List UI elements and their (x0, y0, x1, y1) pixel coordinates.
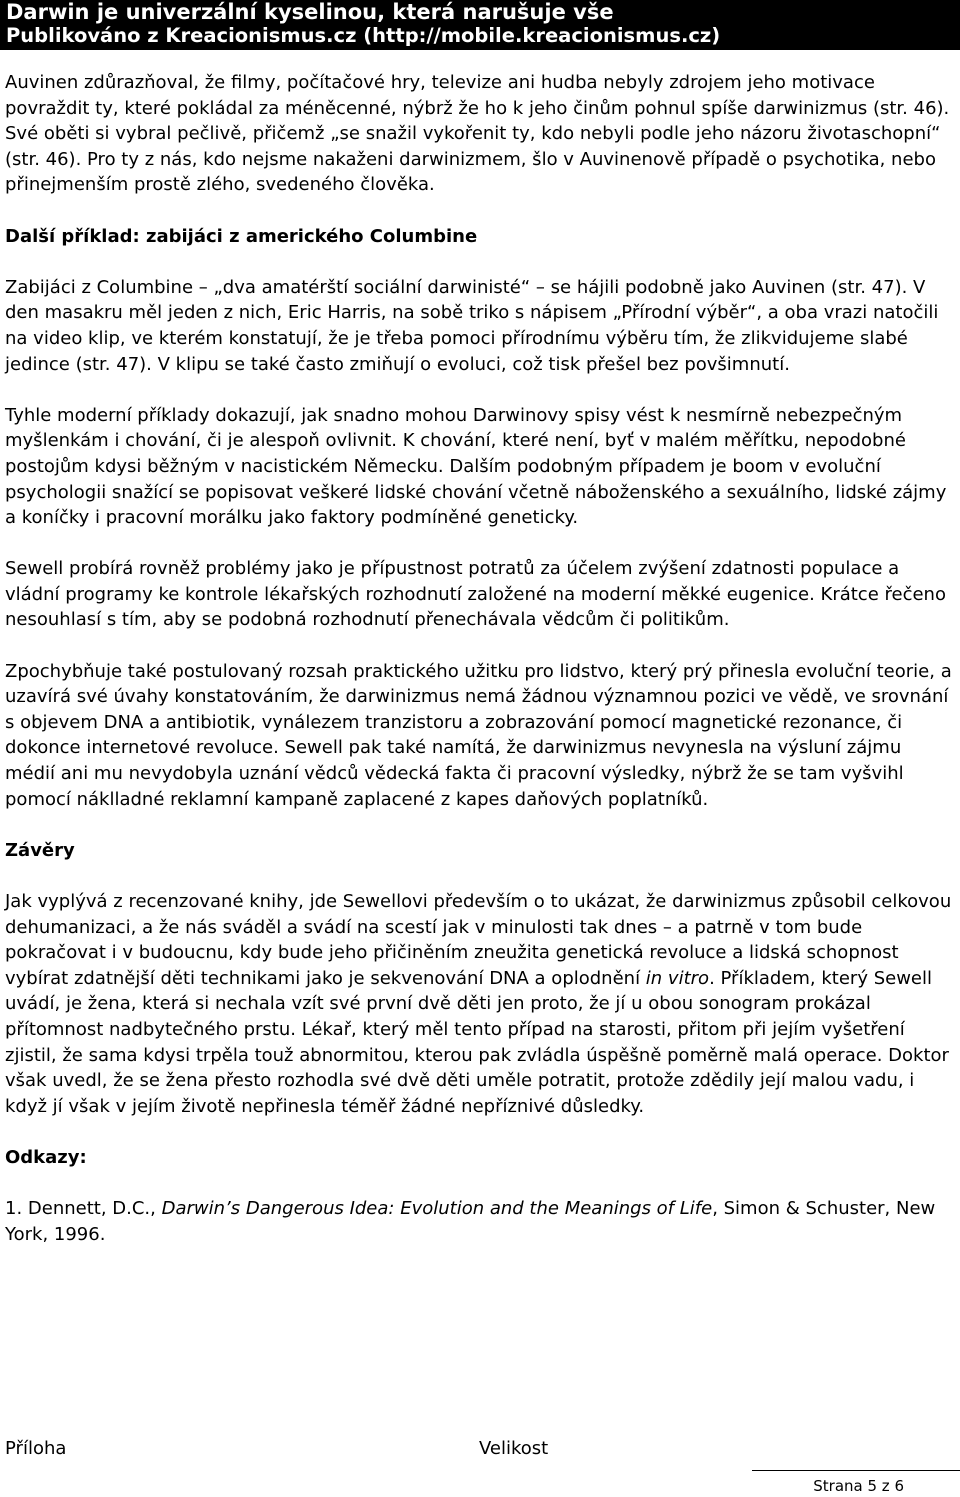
paragraph-auvinen: Auvinen zdůrazňoval, že filmy, počítačové hry, televize ani hudba nebyly zdrojem jeho motivace povraždit ty, které pokládal za méněcenné, nýbrž že ho k jeho činům pohnul spíše darwinizmus (str. 46). Své oběti si vybral pečlivě, přičemž „se snažil vykořenit ty, kdo nebyli podle jeho názoru životaschopní“ (str. 46). Pro ty z nás, kdo nejsme nakaženi darwinizmem, šlo v Auvinenově případě o psychotika, nebo přinejmenším prostě zlého, svedeného člověka. (5, 72, 950, 196)
footer-divider (752, 1470, 960, 1471)
article-title: Darwin je univerzální kyselinou, která narušuje vše (6, 0, 614, 24)
reference-book-title: Darwin’s Dangerous Idea: Evolution and the Meanings of Life (161, 1198, 713, 1220)
reference-item (5, 1196, 953, 1247)
heading-columbine: Další příklad: zabijáci z amerického Columbine (5, 225, 478, 247)
published-source: Publikováno z Kreacionismus.cz (http://mobile.kreacionismus.cz) (6, 24, 721, 47)
attachment-column-label: Příloha (5, 1438, 67, 1459)
conclusions-text-a: Jak vyplývá z recenzované knihy, jde Sewellovi především o to ukázat, že darwinizmus způsobil celkovou dehumanizaci, a že nás sváděl a svádí na scestí jak v minulosti tak dnes – a patrně v tom bude pokračovat i v budoucnu, kdy bude jeho přičiněním zneužita genetická revoluce a lidská schopnost vybírat zdatnější děti technikami jako je sekvenování DNA a oplodnění (5, 891, 952, 989)
heading-conclusions: Závěry (5, 839, 75, 861)
paragraph-modern-examples: Tyhle moderní příklady dokazují, jak snadno mohou Darwinovy spisy vést k nesmírně nebezpečným myšlenkám i chování, či je alespoň ovlivnit. K chování, které není, byť v malém měřítku, nepodobné postojům kdysi běžným v nacistickém Německu. Dalším podobným případem je boom v evoluční psychologii snažící se popisovat veškeré lidské chování včetně náboženského a sexuálního, lidské zájmy a koníčky i pracovní morálku jako faktory podmíněné geneticky. (5, 404, 947, 529)
conclusions-italic: in vitro (645, 967, 710, 989)
reference-text-a: 1. Dennett, D.C., (5, 1198, 162, 1220)
page-number: Strana 5 z 6 (813, 1477, 904, 1495)
article-body (5, 70, 953, 1247)
paragraph-columbine: Zabijáci z Columbine – „dva amatérští sociální darwinisté“ – se hájili podobně jako Auvinen (str. 47). V den masakru měl jeden z nich, Eric Harris, na sobě triko s nápisem „Přírodní výběr“, a oba vrazi natočili na video klip, ve kterém konstatují, že je třeba pomoci přírodnímu výběru tím, že zlikvidujeme slabé jedince (str. 47). V klipu se také často zmiňují o evoluci, což tisk přešel bez povšimnutí. (5, 276, 939, 375)
paragraph-practical-use: Zpochybňuje také postulovaný rozsah praktického užitku pro lidstvo, který prý přinesla evoluční teorie, a uzavírá své úvahy konstatováním, že darwinizmus nemá žádnou významnou pozici ve vědě, ve srovnání s objevem DNA a antibiotik, vynálezem tranzistoru a zobrazování pomocí magnetické rezonance, či dokonce internetové revoluce. Sewell pak také namítá, že darwinizmus nevynesla na výsluní zájmu médií ani mu nevydobyla uznání vědců vědecká fakta či pracovní výsledky, nýbrž že se tam vyšvihl pomocí náklladné reklamní kampaně zaplacené z kapes daňových poplatníků. (5, 660, 952, 810)
page-header (0, 0, 960, 50)
reference-text-b: , Simon & Schuster, New York, 1996. (5, 1198, 936, 1245)
paragraph-conclusions (5, 889, 953, 1119)
heading-references: Odkazy: (5, 1146, 87, 1168)
size-column-label: Velikost (479, 1438, 549, 1459)
paragraph-sewell-problems: Sewell probírá rovněž problémy jako je přípustnost potratů za účelem zvýšení zdatnosti populace a vládní programy ke kontrole lékařských rozhodnutí založené na moderní měkké eugenice. Krátce řečeno nesouhlasí s tím, aby se podobná rozhodnutí přenechávala vědcům či politikům. (5, 558, 946, 631)
conclusions-text-b: . Příkladem, který Sewell uvádí, je žena, která si nechala vzít své první dvě děti jen proto, že jí u obou sonogram prokázal přítomnost nadbytečného prstu. Lékař, který měl tento případ na starosti, přitom při jejím vyšetření zjistil, že sama kdysi trpěla touž abnormitou, kterou pak zvládla úspěšně poměrně malá operace. Doktor však uvedl, že se žena přesto rozhodla své dvě děti uměle potratit, protože zdědily její malou vadu, i když jí však v jejím životě nepřinesla téměř žádné nepříznivé důsledky. (5, 967, 949, 1117)
